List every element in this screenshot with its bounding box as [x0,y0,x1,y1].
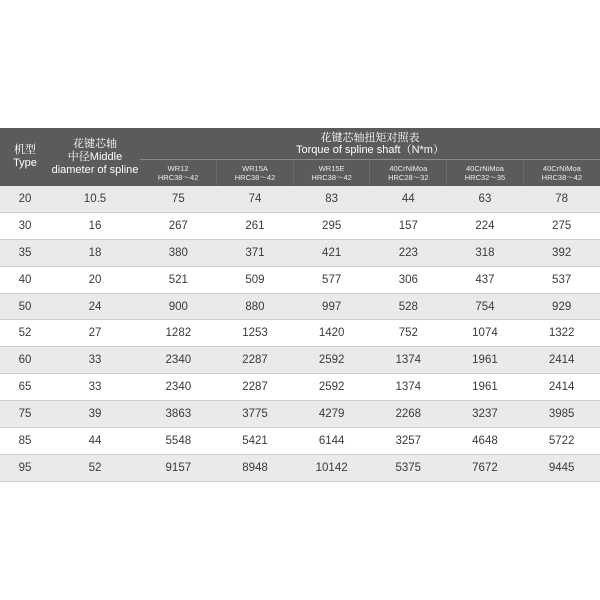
torque-cell: 392 [523,239,600,266]
type-cell: 30 [0,212,50,239]
table-row [0,239,600,266]
header-type-cn: 机型 [14,144,36,156]
torque-cell: 1253 [217,320,294,347]
torque-cell: 371 [217,239,294,266]
torque-cell: 4279 [293,401,370,428]
torque-cell: 44 [370,186,447,212]
header-type-en: Type [13,157,37,169]
torque-cell: 2287 [217,347,294,374]
material-name: WR15A [242,164,268,173]
torque-cell: 437 [447,266,524,293]
header-diameter [50,128,140,186]
torque-cell: 8948 [217,454,294,481]
torque-cell: 1074 [447,320,524,347]
material-hardness: HRC38～42 [157,173,199,182]
torque-cell: 997 [293,293,370,320]
table-header [0,128,600,186]
torque-cell: 1961 [447,347,524,374]
material-hardness: HRC38～42 [541,173,583,182]
torque-cell: 267 [140,212,217,239]
header-material [140,160,217,187]
torque-cell: 157 [370,212,447,239]
type-cell: 65 [0,374,50,401]
torque-cell: 3985 [523,401,600,428]
spline-torque-table-container [0,128,600,482]
torque-cell: 261 [217,212,294,239]
torque-cell: 1374 [370,374,447,401]
diameter-cell: 39 [50,401,140,428]
torque-cell: 1282 [140,320,217,347]
torque-cell: 75 [140,186,217,212]
table-row [0,186,600,212]
torque-cell: 4648 [447,428,524,455]
torque-cell: 295 [293,212,370,239]
torque-cell: 10142 [293,454,370,481]
torque-cell: 2287 [217,374,294,401]
torque-cell: 6144 [293,428,370,455]
material-name: WR15E [318,164,345,173]
torque-cell: 2414 [523,374,600,401]
table-row [0,320,600,347]
torque-cell: 3237 [447,401,524,428]
table-row [0,401,600,428]
header-material [293,160,370,187]
torque-cell: 318 [447,239,524,266]
torque-cell: 2592 [293,347,370,374]
table-row [0,266,600,293]
torque-cell: 3863 [140,401,217,428]
torque-cell: 275 [523,212,600,239]
type-cell: 35 [0,239,50,266]
table-row [0,347,600,374]
table-body [0,186,600,481]
material-hardness: HRC38～42 [234,173,276,182]
header-torque-title [140,128,600,160]
torque-cell: 528 [370,293,447,320]
torque-cell: 2268 [370,401,447,428]
torque-cell: 306 [370,266,447,293]
header-type [0,128,50,186]
type-cell: 60 [0,347,50,374]
diameter-cell: 33 [50,347,140,374]
torque-cell: 5375 [370,454,447,481]
header-torque-title-en: Torque of spline shaft（N*m） [296,144,444,156]
header-diameter-line-3: diameter of spline [51,163,139,176]
type-cell: 40 [0,266,50,293]
header-material [217,160,294,187]
type-cell: 95 [0,454,50,481]
header-material [447,160,524,187]
material-hardness: HRC38～42 [311,173,352,182]
torque-cell: 74 [217,186,294,212]
diameter-cell: 16 [50,212,140,239]
material-name: WR12 [167,164,189,173]
header-diameter-line-2: 中径Middle [67,150,123,163]
header-torque-title-cn: 花键芯轴扭矩对照表 [320,132,420,144]
diameter-cell: 44 [50,428,140,455]
torque-cell: 9445 [523,454,600,481]
torque-cell: 929 [523,293,600,320]
torque-cell: 754 [447,293,524,320]
torque-cell: 880 [217,293,294,320]
torque-cell: 83 [293,186,370,212]
torque-cell: 380 [140,239,217,266]
type-cell: 50 [0,293,50,320]
material-hardness: HRC32～35 [464,173,506,182]
material-hardness: HRC28～32 [388,173,429,182]
torque-cell: 63 [447,186,524,212]
diameter-cell: 18 [50,239,140,266]
material-name: 40CrNiMoa [542,164,581,173]
torque-cell: 509 [217,266,294,293]
torque-cell: 5421 [217,428,294,455]
header-material [523,160,600,187]
header-material [370,160,447,187]
table-row [0,428,600,455]
torque-cell: 1322 [523,320,600,347]
torque-cell: 577 [293,266,370,293]
torque-cell: 537 [523,266,600,293]
type-cell: 20 [0,186,50,212]
torque-cell: 224 [447,212,524,239]
torque-cell: 7672 [447,454,524,481]
diameter-cell: 27 [50,320,140,347]
torque-cell: 78 [523,186,600,212]
torque-cell: 2340 [140,374,217,401]
diameter-cell: 24 [50,293,140,320]
torque-cell: 3775 [217,401,294,428]
table-row [0,454,600,481]
torque-cell: 1420 [293,320,370,347]
diameter-cell: 20 [50,266,140,293]
torque-cell: 752 [370,320,447,347]
table-row [0,212,600,239]
diameter-cell: 52 [50,454,140,481]
torque-cell: 1961 [447,374,524,401]
torque-cell: 2340 [140,347,217,374]
torque-cell: 421 [293,239,370,266]
torque-cell: 223 [370,239,447,266]
diameter-cell: 10.5 [50,186,140,212]
table-row [0,293,600,320]
spline-torque-table [0,128,600,482]
material-name: 40CrNiMoa [465,164,504,173]
material-name: 40CrNiMoa [389,164,428,173]
torque-cell: 900 [140,293,217,320]
type-cell: 75 [0,401,50,428]
torque-cell: 1374 [370,347,447,374]
table-row [0,374,600,401]
type-cell: 52 [0,320,50,347]
torque-cell: 2414 [523,347,600,374]
header-diameter-line-1: 花键芯轴 [73,137,117,150]
torque-cell: 5722 [523,428,600,455]
diameter-cell: 33 [50,374,140,401]
torque-cell: 521 [140,266,217,293]
torque-cell: 9157 [140,454,217,481]
type-cell: 85 [0,428,50,455]
torque-cell: 5548 [140,428,217,455]
torque-cell: 3257 [370,428,447,455]
torque-cell: 2592 [293,374,370,401]
